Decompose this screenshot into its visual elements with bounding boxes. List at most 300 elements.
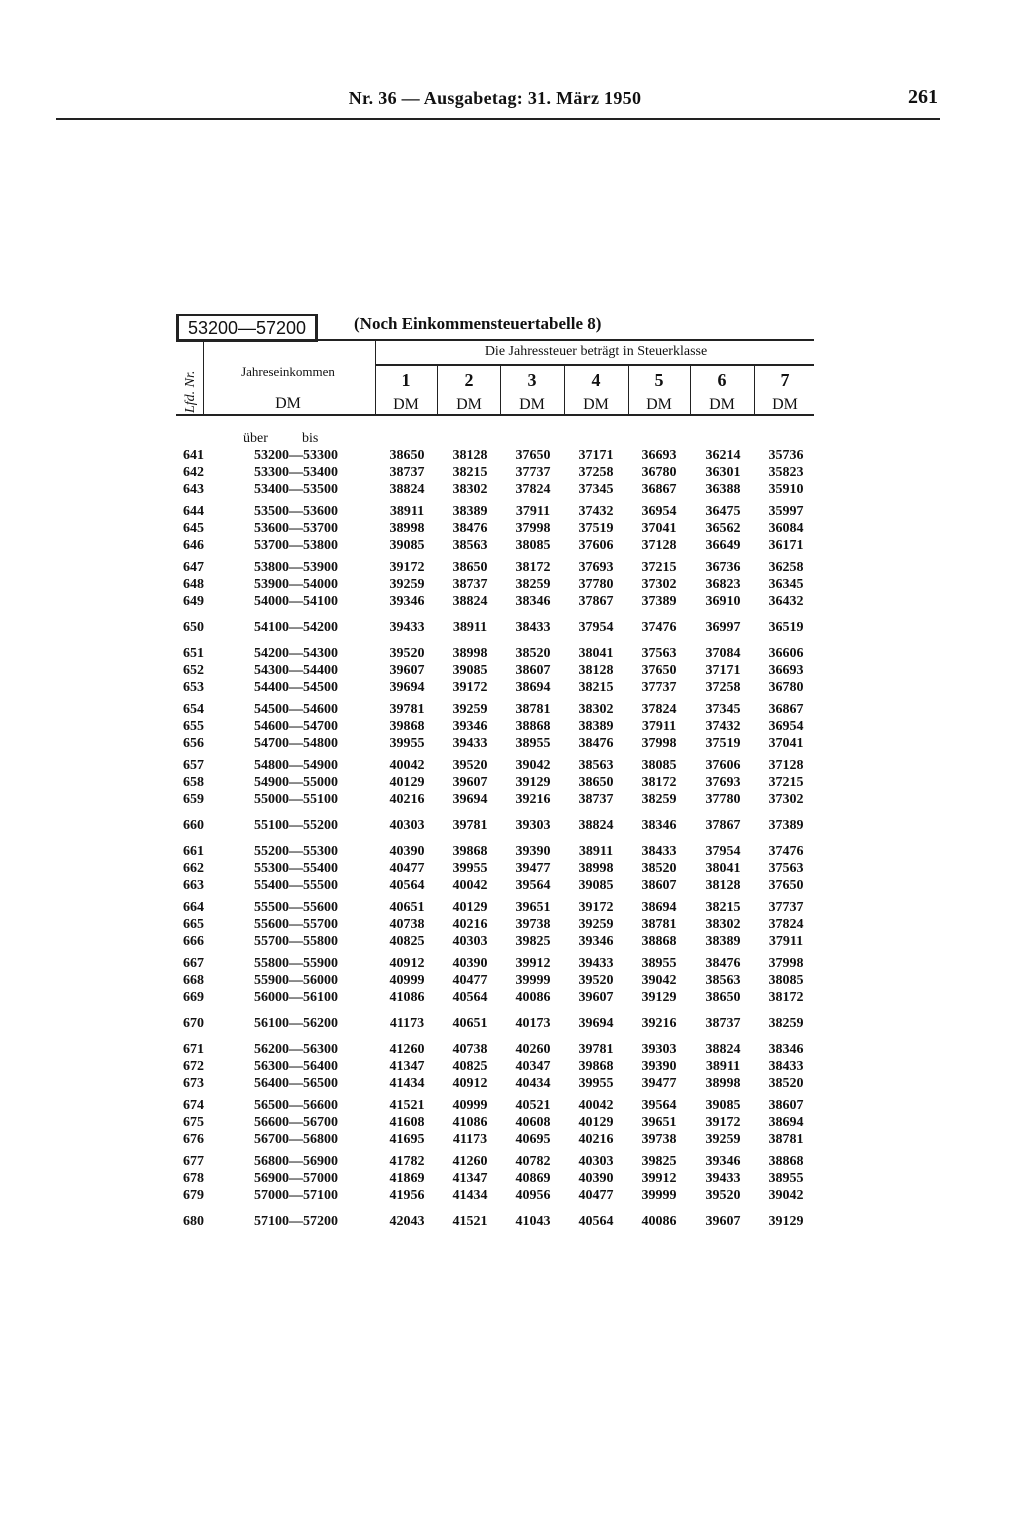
row-income-range: 53400—53500 [254,482,338,497]
table-title: (Noch Einkommensteuertabelle 8) [354,314,602,333]
row-index: 676 [183,1132,204,1147]
tax-class-2-value: 38650 [452,560,488,575]
row-index: 660 [183,818,204,833]
tax-class-6-value: 36649 [705,538,741,553]
row-income-range: 55400—55500 [254,878,338,893]
tax-class-1-value: 40825 [389,934,425,949]
tax-class-6-value: 39433 [705,1171,741,1186]
tax-class-3-value: 40782 [515,1154,551,1169]
tax-class-6-value: 38476 [705,956,741,971]
row-income-range: 53300—53400 [254,465,338,480]
tax-class-6-value: 36214 [705,448,741,463]
row-index: 674 [183,1098,204,1113]
tax-class-1-value: 40912 [389,956,425,971]
tax-class-3-value: 38955 [515,736,551,751]
tax-class-2-value: 38563 [452,538,488,553]
row-income-range: 53500—53600 [254,504,338,519]
class-5-number: 5 [654,370,664,390]
tax-class-3-value: 38607 [515,663,551,678]
tax-class-7-value: 36084 [768,521,804,536]
row-index: 650 [183,620,204,635]
row-index: 655 [183,719,204,734]
tax-class-7-value: 36606 [768,646,804,661]
tax-class-1-value: 39346 [389,594,425,609]
tax-class-4-value: 37867 [578,594,614,609]
row-index: 648 [183,577,204,592]
row-income-range: 54000—54100 [254,594,338,609]
class-7-number: 7 [780,370,790,390]
tax-class-5-value: 37302 [641,577,677,592]
tax-class-5-value: 39042 [641,973,677,988]
tax-class-5-value: 37650 [641,663,677,678]
tax-class-2-value: 39955 [452,861,488,876]
index-column-label: Lfd. Nr. [183,370,198,413]
tax-class-6-value: 38824 [705,1042,741,1057]
tax-class-3-value: 39129 [515,775,551,790]
row-income-range: 55700—55800 [254,934,338,949]
row-income-range: 55900—56000 [254,973,338,988]
row-income-range: 55100—55200 [254,818,338,833]
tax-class-7-value: 37128 [768,758,804,773]
tax-class-4-value: 39433 [578,956,614,971]
tax-class-7-value: 37563 [768,861,804,876]
tax-class-1-value: 41260 [389,1042,425,1057]
tax-class-3-value: 38520 [515,646,551,661]
tax-class-7-value: 35736 [768,448,804,463]
tax-class-5-value: 38868 [641,934,677,949]
row-index: 671 [183,1042,204,1057]
row-income-range: 57100—57200 [254,1214,338,1229]
row-income-range: 54100—54200 [254,620,338,635]
tax-class-2-value: 40216 [452,917,488,932]
tax-class-3-value: 38694 [515,680,551,695]
tax-class-5-value: 38172 [641,775,677,790]
row-income-range: 53200—53300 [254,448,338,463]
tax-class-1-value: 41521 [389,1098,425,1113]
tax-class-7-value: 38520 [768,1076,804,1091]
tax-class-1-value: 41695 [389,1132,425,1147]
tax-class-3-value: 40086 [515,990,551,1005]
row-index: 641 [183,448,204,463]
tax-class-3-value: 38085 [515,538,551,553]
tax-class-6-value: 39259 [705,1132,741,1147]
class-6-unit: DM [709,396,735,413]
tax-class-6-value: 37954 [705,844,741,859]
tax-class-6-value: 38737 [705,1016,741,1031]
tax-class-2-value: 41347 [452,1171,488,1186]
tax-class-2-value: 39607 [452,775,488,790]
tax-class-2-value: 38737 [452,577,488,592]
row-index: 665 [183,917,204,932]
tax-class-3-value: 39564 [515,878,551,893]
tax-class-1-value: 39172 [389,560,425,575]
tax-class-1-value: 40738 [389,917,425,932]
tax-class-4-value: 40216 [578,1132,614,1147]
tax-class-6-value: 38041 [705,861,741,876]
tax-class-1-value: 38824 [389,482,425,497]
tax-class-4-value: 39520 [578,973,614,988]
tax-class-1-value: 39520 [389,646,425,661]
tax-class-3-value: 39738 [515,917,551,932]
tax-class-6-value: 37606 [705,758,741,773]
tax-class-4-value: 38215 [578,680,614,695]
tax-class-7-value: 38433 [768,1059,804,1074]
tax-class-2-value: 41521 [452,1214,488,1229]
tax-class-3-value: 39651 [515,900,551,915]
tax-class-4-value: 38563 [578,758,614,773]
row-index: 653 [183,680,204,695]
row-index: 662 [183,861,204,876]
tax-class-6-value: 38302 [705,917,741,932]
tax-class-7-value: 38085 [768,973,804,988]
tax-class-1-value: 40651 [389,900,425,915]
tax-class-7-value: 38955 [768,1171,804,1186]
tax-class-2-value: 41434 [452,1188,488,1203]
row-income-range: 55800—55900 [254,956,338,971]
tax-class-5-value: 38259 [641,792,677,807]
tax-heading-rule [376,364,814,366]
row-index: 666 [183,934,204,949]
row-index: 668 [183,973,204,988]
row-index: 658 [183,775,204,790]
row-income-range: 55500—55600 [254,900,338,915]
tax-class-3-value: 39825 [515,934,551,949]
tax-class-7-value: 37824 [768,917,804,932]
tax-class-5-value: 38346 [641,818,677,833]
tax-class-4-value: 37258 [578,465,614,480]
tax-class-5-value: 37041 [641,521,677,536]
header-rule [56,118,940,120]
tax-class-7-value: 36432 [768,594,804,609]
tax-class-3-value: 39390 [515,844,551,859]
tax-class-6-value: 37693 [705,775,741,790]
tax-class-7-value: 37737 [768,900,804,915]
tax-class-1-value: 40042 [389,758,425,773]
tax-class-2-value: 40129 [452,900,488,915]
tax-class-7-value: 36345 [768,577,804,592]
row-index: 657 [183,758,204,773]
tax-class-3-value: 38868 [515,719,551,734]
row-index: 661 [183,844,204,859]
tax-class-3-value: 39477 [515,861,551,876]
tax-class-7-value: 38346 [768,1042,804,1057]
tax-class-6-value: 39172 [705,1115,741,1130]
tax-class-7-value: 38259 [768,1016,804,1031]
tax-class-5-value: 39738 [641,1132,677,1147]
tax-class-3-value: 39912 [515,956,551,971]
row-income-range: 56900—57000 [254,1171,338,1186]
row-index: 642 [183,465,204,480]
income-range-box: 53200—57200 [176,314,318,342]
row-income-range: 54500—54600 [254,702,338,717]
tax-class-4-value: 37954 [578,620,614,635]
row-income-range: 56400—56500 [254,1076,338,1091]
row-index: 645 [183,521,204,536]
tax-class-1-value: 38650 [389,448,425,463]
subheader-over: über [243,431,268,446]
tax-class-2-value: 40912 [452,1076,488,1091]
tax-class-4-value: 38911 [578,844,614,859]
row-index: 643 [183,482,204,497]
row-income-range: 56100—56200 [254,1016,338,1031]
tax-class-4-value: 38650 [578,775,614,790]
tax-class-5-value: 37563 [641,646,677,661]
row-index: 669 [183,990,204,1005]
tax-class-7-value: 35823 [768,465,804,480]
tax-class-1-value: 41956 [389,1188,425,1203]
tax-class-6-value: 36475 [705,504,741,519]
tax-class-7-value: 37998 [768,956,804,971]
tax-class-6-value: 38563 [705,973,741,988]
row-income-range: 56500—56600 [254,1098,338,1113]
tax-class-3-value: 38172 [515,560,551,575]
tax-class-4-value: 37606 [578,538,614,553]
table-header-bottom-rule [176,414,814,416]
tax-class-3-value: 37824 [515,482,551,497]
row-income-range: 56200—56300 [254,1042,338,1057]
tax-class-6-value: 37258 [705,680,741,695]
row-index: 670 [183,1016,204,1031]
row-income-range: 56000—56100 [254,990,338,1005]
tax-class-2-value: 40738 [452,1042,488,1057]
tax-class-6-value: 36388 [705,482,741,497]
tax-class-2-value: 39868 [452,844,488,859]
row-index: 654 [183,702,204,717]
tax-class-7-value: 38694 [768,1115,804,1130]
tax-class-6-value: 37519 [705,736,741,751]
tax-class-4-value: 38128 [578,663,614,678]
tax-class-2-value: 38215 [452,465,488,480]
tax-class-6-value: 37345 [705,702,741,717]
tax-class-2-value: 41260 [452,1154,488,1169]
tax-class-7-value: 36867 [768,702,804,717]
row-income-range: 55600—55700 [254,917,338,932]
tax-class-7-value: 35910 [768,482,804,497]
tax-class-3-value: 40695 [515,1132,551,1147]
row-index: 646 [183,538,204,553]
tax-class-5-value: 39216 [641,1016,677,1031]
row-index: 673 [183,1076,204,1091]
tax-class-6-value: 39520 [705,1188,741,1203]
tax-class-7-value: 37041 [768,736,804,751]
tax-class-3-value: 40434 [515,1076,551,1091]
tax-class-3-value: 38781 [515,702,551,717]
tax-class-4-value: 40390 [578,1171,614,1186]
tax-class-6-value: 38650 [705,990,741,1005]
tax-class-1-value: 42043 [389,1214,425,1229]
row-income-range: 54300—54400 [254,663,338,678]
row-income-range: 56600—56700 [254,1115,338,1130]
tax-class-7-value: 37389 [768,818,804,833]
tax-class-5-value: 39303 [641,1042,677,1057]
tax-class-1-value: 41869 [389,1171,425,1186]
tax-class-5-value: 37737 [641,680,677,695]
tax-class-2-value: 40999 [452,1098,488,1113]
income-column-unit: DM [275,395,301,412]
tax-class-1-value: 40129 [389,775,425,790]
page-header-title: Nr. 36 — Ausgabetag: 31. März 1950 [348,88,642,108]
tax-class-2-value: 40303 [452,934,488,949]
tax-class-5-value: 37998 [641,736,677,751]
tax-class-5-value: 39825 [641,1154,677,1169]
tax-class-1-value: 41086 [389,990,425,1005]
tax-class-4-value: 38041 [578,646,614,661]
tax-class-3-value: 37911 [515,504,551,519]
tax-class-3-value: 40173 [515,1016,551,1031]
tax-class-5-value: 38607 [641,878,677,893]
row-index: 675 [183,1115,204,1130]
tax-class-2-value: 39085 [452,663,488,678]
class-4-unit: DM [583,396,609,413]
row-income-range: 55000—55100 [254,792,338,807]
row-income-range: 53800—53900 [254,560,338,575]
tax-class-4-value: 38998 [578,861,614,876]
tax-class-4-value: 37693 [578,560,614,575]
tax-class-6-value: 38389 [705,934,741,949]
tax-class-5-value: 38085 [641,758,677,773]
tax-class-5-value: 37824 [641,702,677,717]
tax-class-1-value: 40477 [389,861,425,876]
tax-class-2-value: 39172 [452,680,488,695]
row-income-range: 57000—57100 [254,1188,338,1203]
tax-class-2-value: 38998 [452,646,488,661]
tax-class-2-value: 38824 [452,594,488,609]
tax-class-6-value: 38911 [705,1059,741,1074]
tax-class-7-value: 38607 [768,1098,804,1113]
tax-class-3-value: 39303 [515,818,551,833]
tax-class-1-value: 40564 [389,878,425,893]
class-6-number: 6 [717,370,727,390]
tax-class-3-value: 40608 [515,1115,551,1130]
tax-class-7-value: 39042 [768,1188,804,1203]
tax-class-2-value: 38302 [452,482,488,497]
tax-class-4-value: 37345 [578,482,614,497]
tax-class-3-value: 40260 [515,1042,551,1057]
tax-class-1-value: 40999 [389,973,425,988]
tax-class-4-value: 39259 [578,917,614,932]
row-index: 672 [183,1059,204,1074]
tax-class-5-value: 37911 [641,719,677,734]
tax-class-5-value: 37215 [641,560,677,575]
table-top-rule [176,339,814,341]
tax-class-5-value: 36954 [641,504,677,519]
row-index: 680 [183,1214,204,1229]
tax-class-1-value: 38998 [389,521,425,536]
tax-class-6-value: 36823 [705,577,741,592]
tax-class-4-value: 39694 [578,1016,614,1031]
class-2-number: 2 [464,370,474,390]
tax-class-1-value: 41608 [389,1115,425,1130]
tax-class-5-value: 38433 [641,844,677,859]
tax-class-7-value: 37650 [768,878,804,893]
tax-class-7-value: 36693 [768,663,804,678]
tax-class-3-value: 40521 [515,1098,551,1113]
tax-class-5-value: 36867 [641,482,677,497]
row-index: 667 [183,956,204,971]
tax-class-2-value: 40825 [452,1059,488,1074]
row-index: 677 [183,1154,204,1169]
tax-class-3-value: 37737 [515,465,551,480]
tax-class-4-value: 38476 [578,736,614,751]
tax-class-5-value: 38781 [641,917,677,932]
tax-class-3-value: 37998 [515,521,551,536]
tax-class-7-value: 38781 [768,1132,804,1147]
tax-class-1-value: 41434 [389,1076,425,1091]
tax-class-4-value: 37432 [578,504,614,519]
row-index: 649 [183,594,204,609]
tax-class-3-value: 38259 [515,577,551,592]
row-income-range: 53700—53800 [254,538,338,553]
tax-class-3-value: 38346 [515,594,551,609]
row-income-range: 54700—54800 [254,736,338,751]
tax-class-1-value: 40216 [389,792,425,807]
row-index: 652 [183,663,204,678]
tax-class-4-value: 37519 [578,521,614,536]
row-index: 663 [183,878,204,893]
row-income-range: 56800—56900 [254,1154,338,1169]
tax-class-4-value: 40129 [578,1115,614,1130]
tax-class-1-value: 39607 [389,663,425,678]
tax-class-1-value: 39955 [389,736,425,751]
tax-class-4-value: 39607 [578,990,614,1005]
tax-class-2-value: 40390 [452,956,488,971]
tax-class-5-value: 39129 [641,990,677,1005]
tax-class-5-value: 36693 [641,448,677,463]
tax-class-2-value: 40651 [452,1016,488,1031]
row-income-range: 56700—56800 [254,1132,338,1147]
tax-class-2-value: 38128 [452,448,488,463]
tax-class-4-value: 39085 [578,878,614,893]
tax-class-4-value: 39781 [578,1042,614,1057]
tax-class-1-value: 40303 [389,818,425,833]
tax-class-4-value: 39346 [578,934,614,949]
tax-class-1-value: 39085 [389,538,425,553]
tax-class-1-value: 39259 [389,577,425,592]
tax-class-7-value: 36171 [768,538,804,553]
tax-class-2-value: 39433 [452,736,488,751]
tax-class-6-value: 37432 [705,719,741,734]
tax-class-4-value: 39955 [578,1076,614,1091]
tax-class-5-value: 38694 [641,900,677,915]
tax-class-2-value: 39694 [452,792,488,807]
row-index: 678 [183,1171,204,1186]
tax-class-3-value: 38433 [515,620,551,635]
tax-class-3-value: 40869 [515,1171,551,1186]
tax-class-1-value: 41782 [389,1154,425,1169]
tax-class-3-value: 40347 [515,1059,551,1074]
tax-class-3-value: 37650 [515,448,551,463]
tax-class-6-value: 36736 [705,560,741,575]
tax-class-6-value: 36997 [705,620,741,635]
tax-class-4-value: 40303 [578,1154,614,1169]
tax-class-1-value: 41347 [389,1059,425,1074]
tax-class-5-value: 36780 [641,465,677,480]
tax-class-1-value: 39694 [389,680,425,695]
tax-class-5-value: 37128 [641,538,677,553]
row-index: 651 [183,646,204,661]
tax-class-7-value: 37215 [768,775,804,790]
tax-class-2-value: 38911 [452,620,488,635]
tax-class-7-value: 36519 [768,620,804,635]
tax-class-5-value: 38955 [641,956,677,971]
tax-class-2-value: 38476 [452,521,488,536]
tax-class-7-value: 37911 [768,934,804,949]
row-income-range: 54600—54700 [254,719,338,734]
row-income-range: 56300—56400 [254,1059,338,1074]
tax-class-2-value: 38389 [452,504,488,519]
tax-class-5-value: 39651 [641,1115,677,1130]
tax-class-6-value: 38215 [705,900,741,915]
